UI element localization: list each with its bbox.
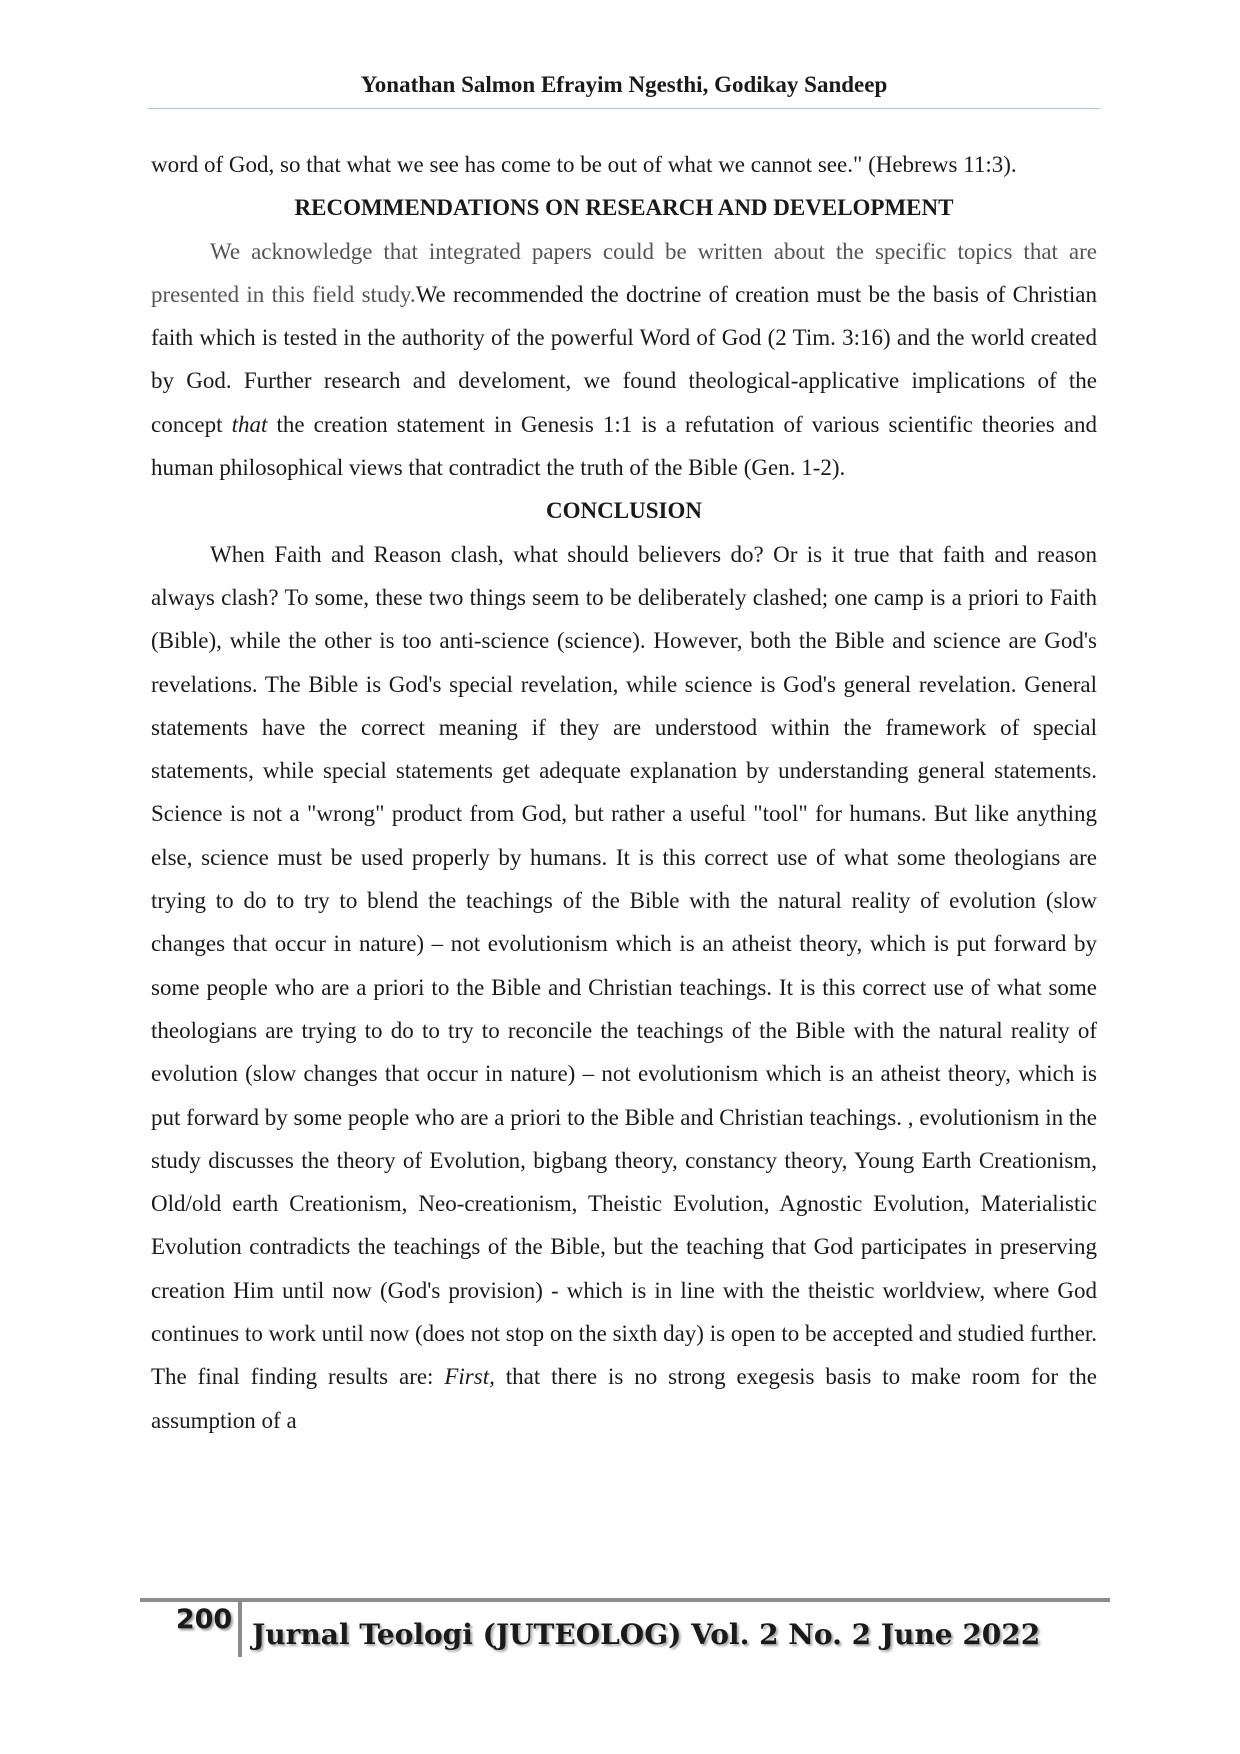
- footer-divider: [140, 1598, 1110, 1602]
- continued-paragraph: word of God, so that what we see has come to be out of what we cannot see." (Hebrews 11:3).: [151, 152, 1017, 177]
- header-divider: [148, 108, 1100, 109]
- page-number: 200: [175, 1604, 233, 1635]
- recommendations-text-1: We recommended the doctrine of creation must be the basis of Christian faith which is tested in the authority of the powerful Word of God (2 Tim. 3:16) and the world created by God. Further research and develoment, we found theological-applicative implications of the concept: [151, 281, 1097, 437]
- page-body: [151, 143, 1097, 1442]
- footer-vertical-bar: [238, 1600, 242, 1657]
- recommendations-paragraph: [151, 230, 1097, 490]
- recommendations-intro: We acknowledge that integrated papers could be written about the specific topics that are presented in this field study.: [151, 238, 1097, 307]
- recommendations-text-2: the creation statement in Genesis 1:1 is a refutation of various scientific theories and human philosophical views that contradict the truth of the Bible (Gen. 1-2).: [151, 411, 1097, 481]
- conclusion-heading: CONCLUSION: [546, 498, 702, 524]
- journal-title: Jurnal Teologi (JUTEOLOG) Vol. 2 No. 2 June 2022: [252, 1618, 1041, 1651]
- recommendations-emphasis: that: [231, 411, 268, 437]
- conclusion-text-2: that there is no strong exegesis basis to make room for the assumption of a: [151, 1364, 1097, 1433]
- running-header-authors: Yonathan Salmon Efrayim Ngesthi, Godikay Sandeep: [360, 72, 888, 97]
- conclusion-paragraph: [151, 533, 1097, 1442]
- conclusion-text-1: When Faith and Reason clash, what should believers do? Or is it true that faith and reason always clash? To some, these two things seem to be deliberately clashed; one camp is a priori to Faith (Bible), while the other is too anti-science (science). However, both the Bible and science are God's revelations. The Bible is God's special revelation, while science is God's general revelation. General statements have the correct meaning if they are understood within the framework of special statements, while special statements get adequate explanation by understanding general statements. Science is not a "wrong" product from God, but rather a useful "tool" for humans. But like anything else, science must be used properly by humans. It is this correct use of what some theologians are trying to do to try to blend the teachings of the Bible with the natural reality of evolution (slow changes that occur in nature) – not evolutionism which is an atheist theory, which is put forward by some people who are a priori to the Bible and Christian teachings. It is this correct use of what some theologians are trying to do to try to reconcile the teachings of the Bible with the natural reality of evolution (slow changes that occur in nature) – not evolutionism which is an atheist theory, which is put forward by some people who are a priori to the Bible and Christian teachings. , evolutionism in the study discusses the theory of Evolution, bigbang theory, constancy theory, Young Earth Creationism, Old/old earth Creationism, Neo-creationism, Theistic Evolution, Agnostic Evolution, Materialistic Evolution contradicts the teachings of the Bible, but the teaching that God participates in preserving creation Him until now (God's provision) - which is in line with the theistic worldview, where God continues to work until now (does not stop on the sixth day) is open to be accepted and studied further. The final finding results are:: [151, 541, 1097, 1390]
- conclusion-emphasis: First,: [444, 1364, 495, 1390]
- recommendations-heading: RECOMMENDATIONS ON RESEARCH AND DEVELOPMENT: [294, 195, 954, 221]
